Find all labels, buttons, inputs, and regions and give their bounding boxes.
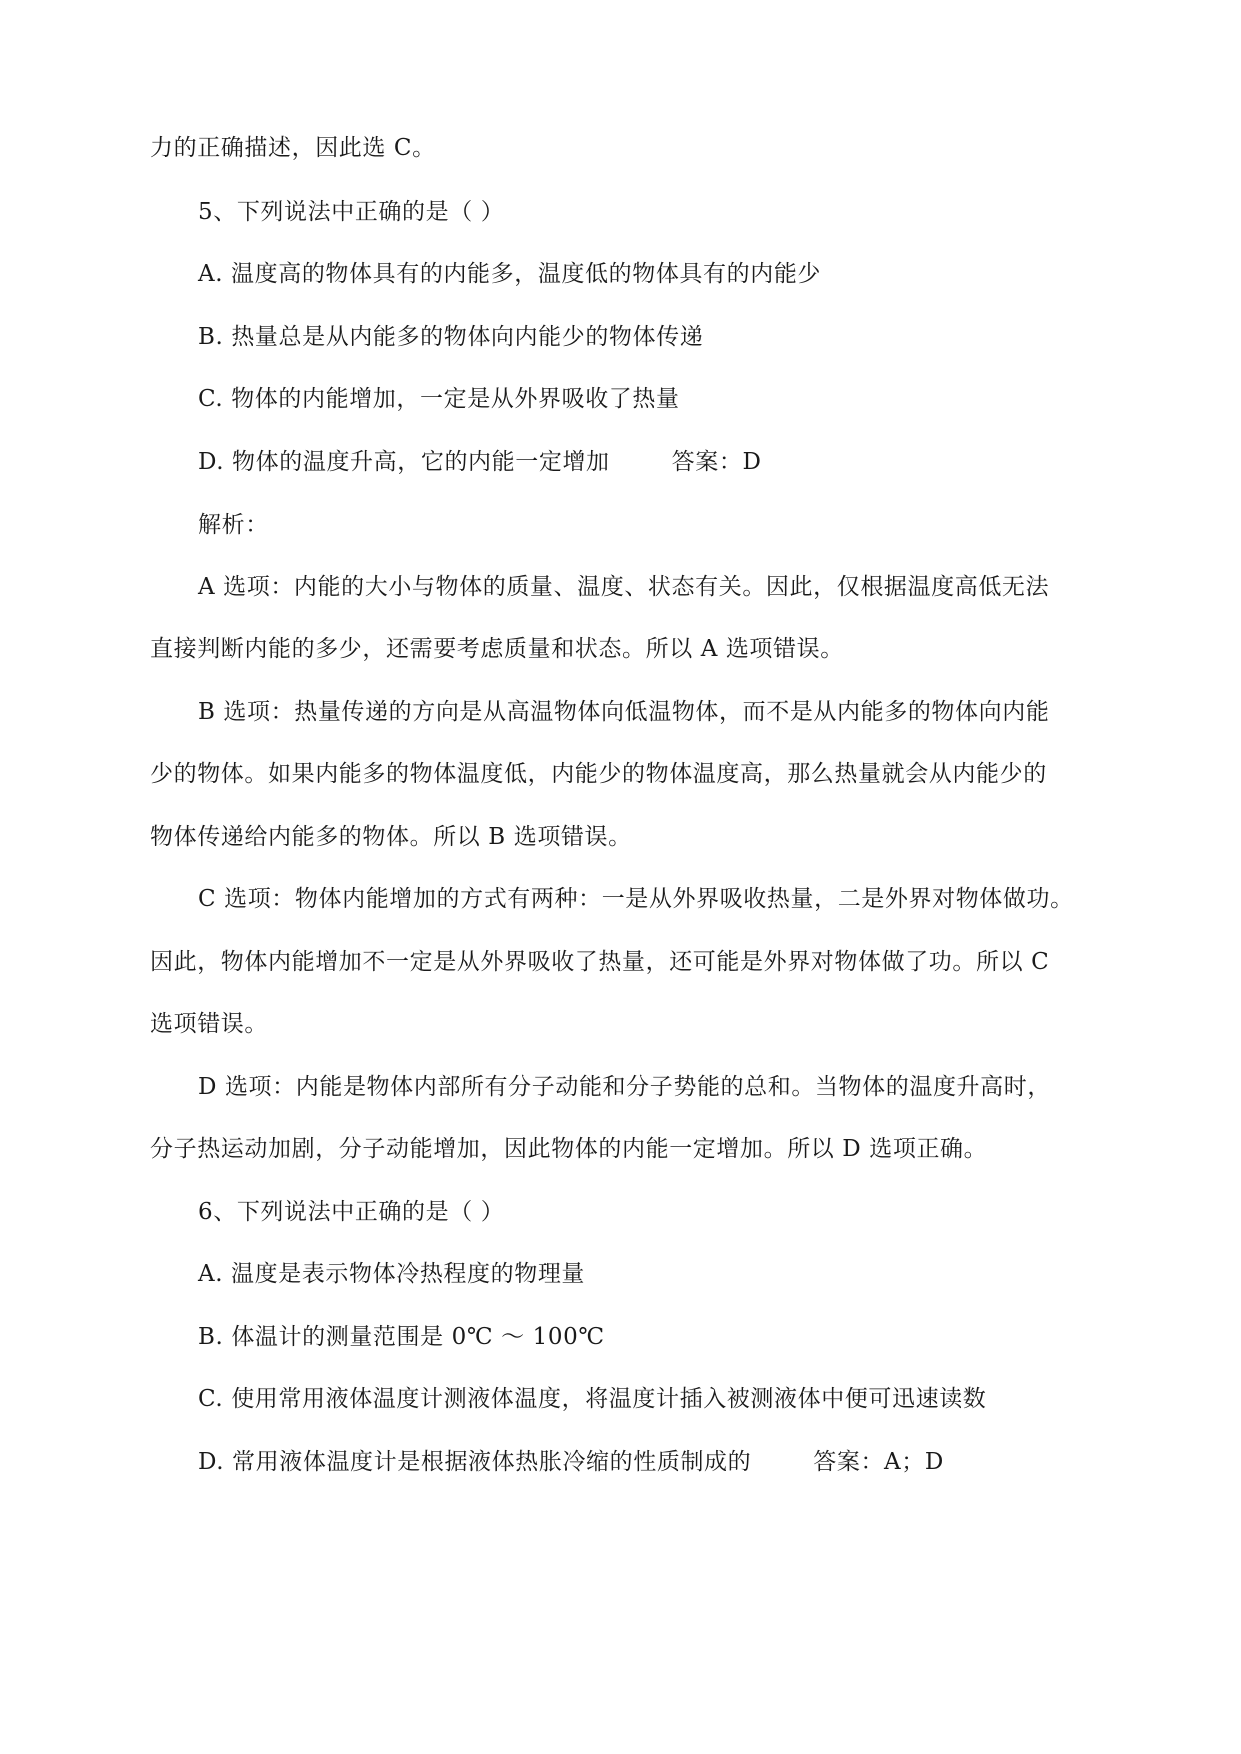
analysis-c-line-1: C 选项：物体内能增加的方式有两种：一是从外界吸收热量，二是外界对物体做功。 (198, 886, 1074, 912)
question-6-stem: 6、下列说法中正确的是（ ） (198, 1199, 505, 1225)
analysis-b-line-2: 少的物体。如果内能多的物体温度低，内能少的物体温度高，那么热量就会从内能少的 (150, 761, 1047, 787)
question-6-option-b: B. 体温计的测量范围是 0℃ ～ 100℃ (198, 1324, 605, 1350)
question-5-option-a: A. 温度高的物体具有的内能多，温度低的物体具有的内能少 (198, 261, 822, 287)
question-5-option-b: B. 热量总是从内能多的物体向内能少的物体传递 (198, 324, 704, 350)
analysis-b-line-3: 物体传递给内能多的物体。所以 B 选项错误。 (150, 824, 632, 850)
analysis-c-line-3: 选项错误。 (150, 1011, 268, 1037)
question-6-option-d-line (198, 1446, 944, 1478)
question-6-option-d: D. 常用液体温度计是根据液体热胀冷缩的性质制成的 (198, 1449, 752, 1475)
question-6-option-a: A. 温度是表示物体冷热程度的物理量 (198, 1261, 586, 1287)
question-6-option-c: C. 使用常用液体温度计测液体温度，将温度计插入被测液体中便可迅速读数 (198, 1386, 987, 1412)
analysis-heading: 解析： (198, 512, 269, 538)
analysis-d-line-2: 分子热运动加剧，分子动能增加，因此物体的内能一定增加。所以 D 选项正确。 (150, 1136, 988, 1162)
question-5-answer: 答案：D (671, 449, 762, 475)
question-5-option-c: C. 物体的内能增加，一定是从外界吸收了热量 (198, 386, 680, 412)
question-6-answer: 答案：A；D (813, 1449, 944, 1475)
paragraph-line: 力的正确描述，因此选 C。 (150, 135, 436, 161)
question-5-option-d-line (198, 446, 762, 478)
question-5-option-d: D. 物体的温度升高，它的内能一定增加 (198, 449, 610, 475)
analysis-d-line-1: D 选项：内能是物体内部所有分子动能和分子势能的总和。当物体的温度升高时， (198, 1074, 1051, 1100)
analysis-c-line-2: 因此，物体内能增加不一定是从外界吸收了热量，还可能是外界对物体做了功。所以 C (150, 949, 1050, 975)
analysis-a-line-1: A 选项：内能的大小与物体的质量、温度、状态有关。因此，仅根据温度高低无法 (198, 574, 1050, 600)
analysis-b-line-1: B 选项：热量传递的方向是从高温物体向低温物体，而不是从内能多的物体向内能 (198, 699, 1050, 725)
question-5-stem: 5、下列说法中正确的是（ ） (198, 199, 505, 225)
analysis-a-line-2: 直接判断内能的多少，还需要考虑质量和状态。所以 A 选项错误。 (150, 636, 844, 662)
